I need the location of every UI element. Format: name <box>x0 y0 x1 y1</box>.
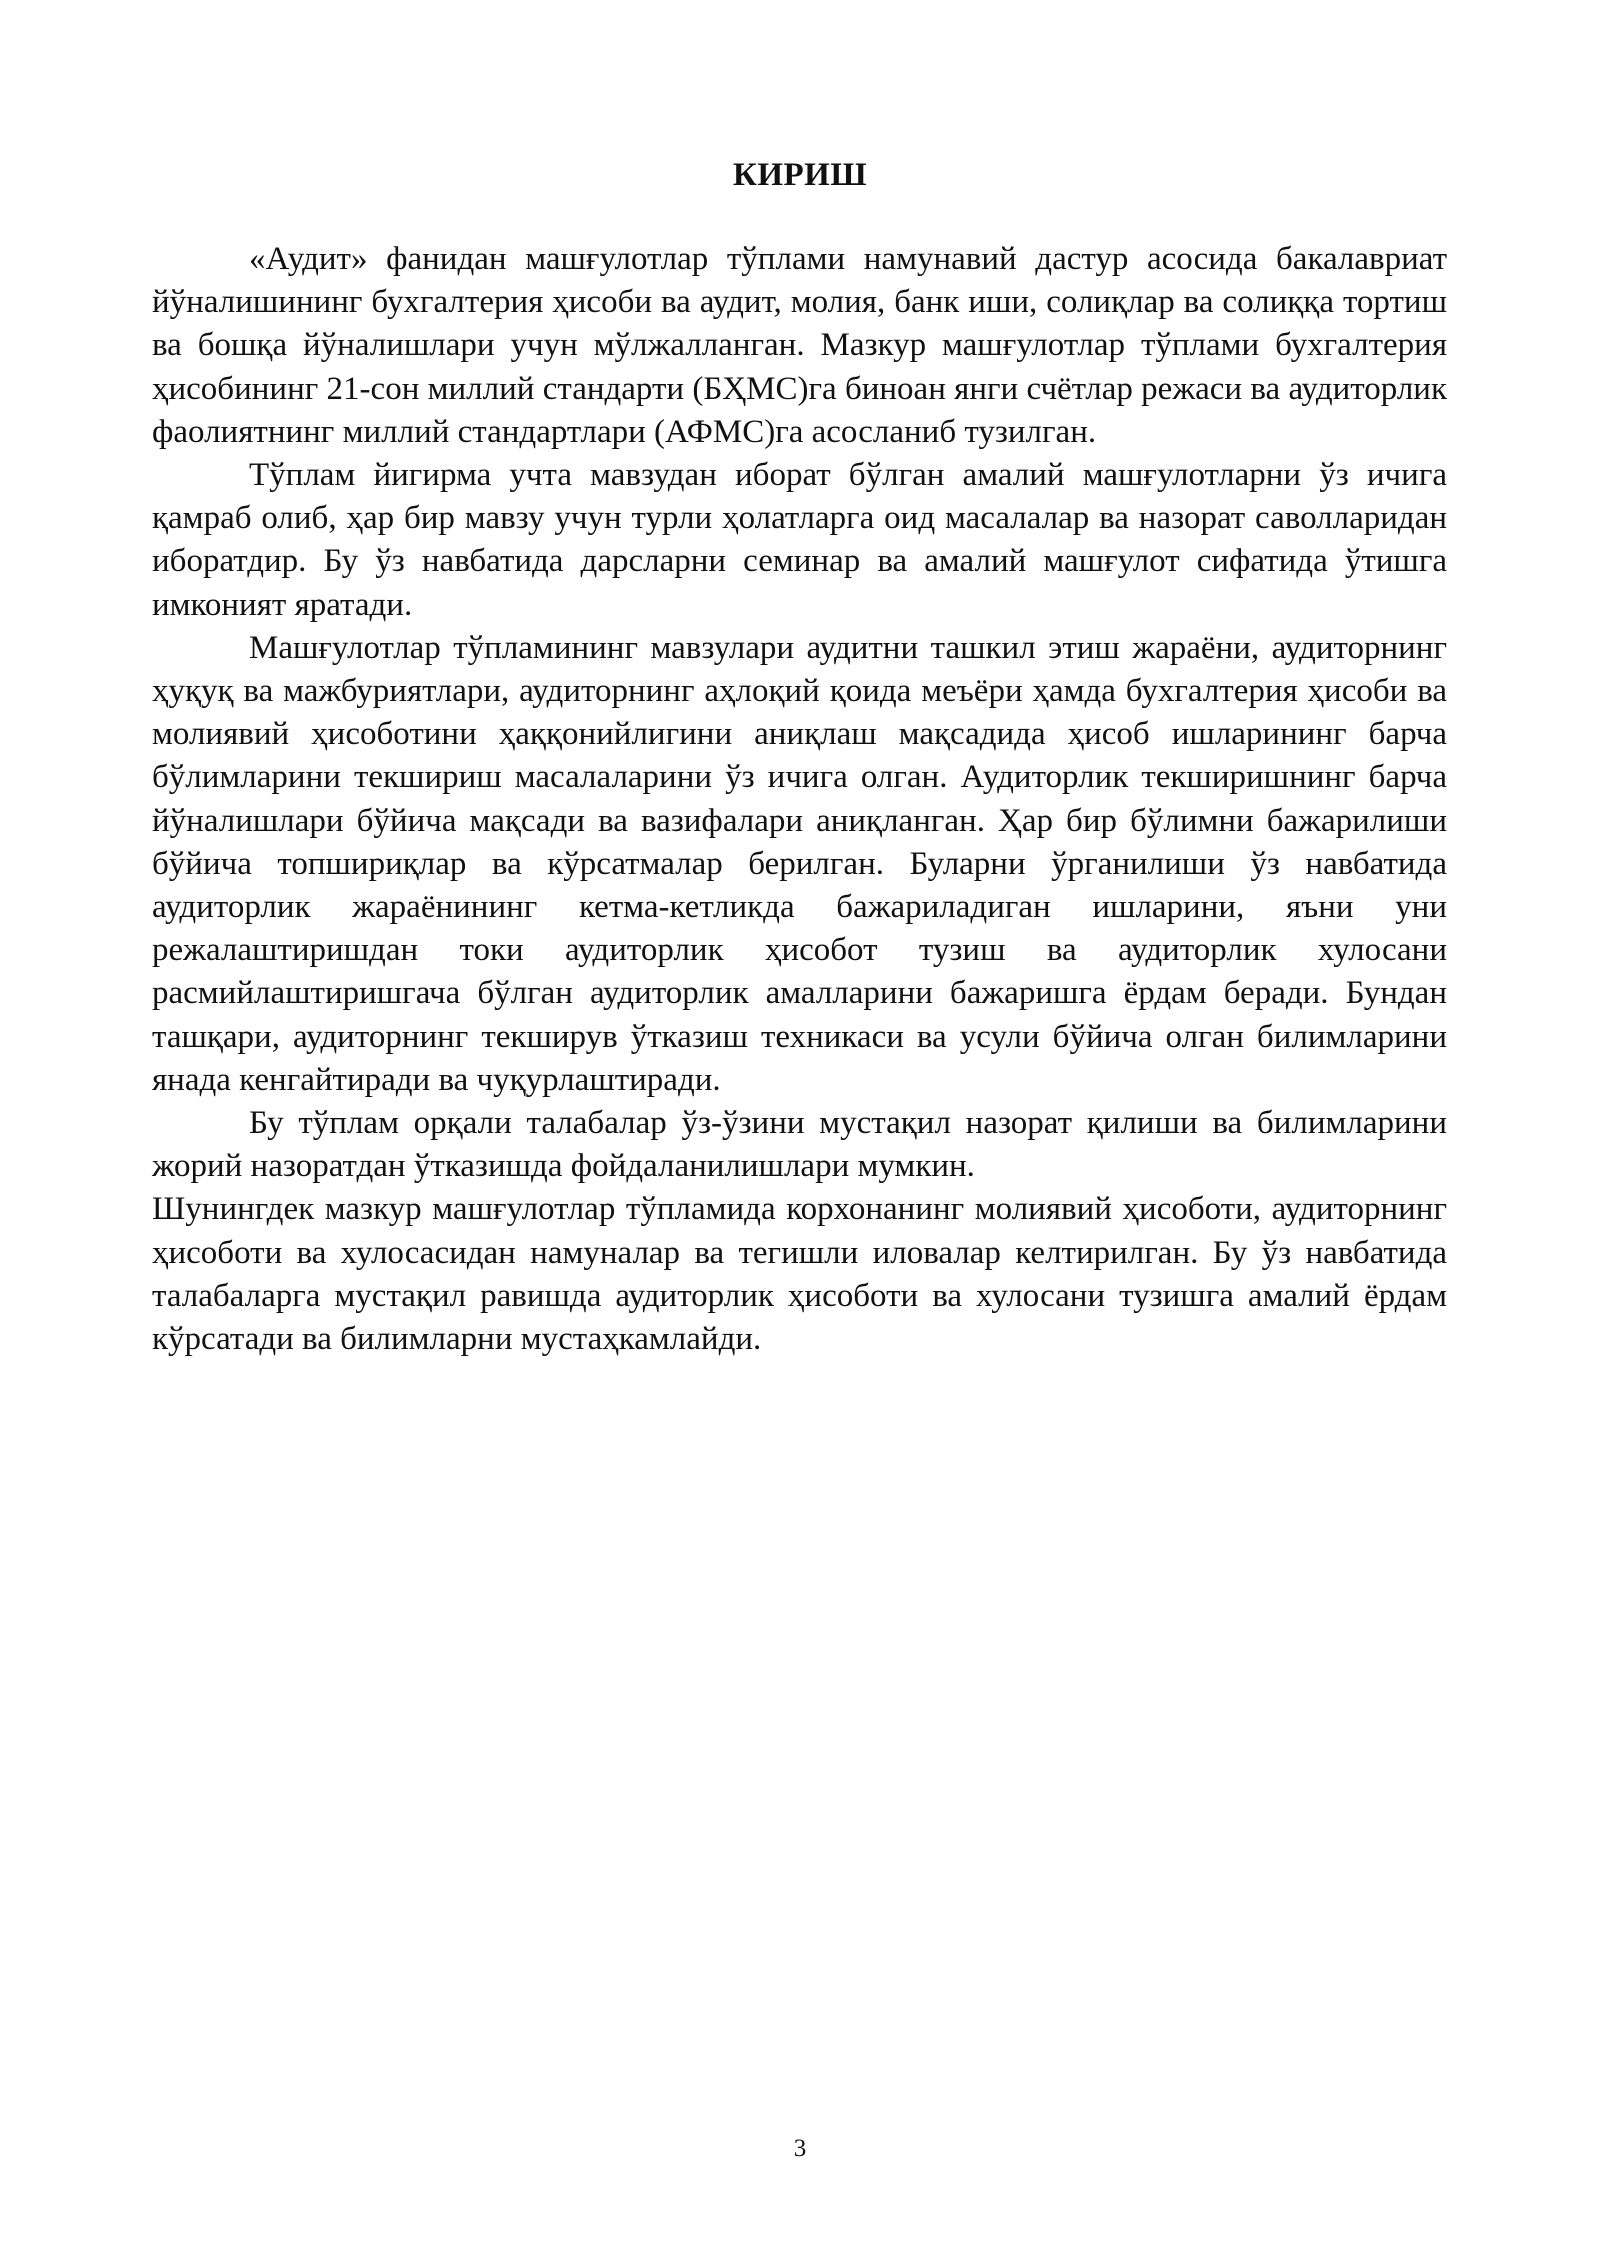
paragraph-topics: Машғулотлар тўпламининг мавзулари аудитни ташкил этиш жараёни, аудиторнинг ҳуқуқ ва мажбуриятлари, аудиторнинг аҳлоқий қоида меъёри ҳамда бухгалтерия ҳисоби ва молиявий ҳисоботини ҳаққонийлигини аниқлаш мақсадида ҳисоб ишларининг барча бўлимларини текшириш масалаларини ўз ичига олган. Аудиторлик текширишнинг барча йўналишлари бўйича мақсади ва вазифалари аниқланган. Ҳар бир бўлимни бажарилиши бўйича топшириқлар ва кўрсатмалар берилган. Буларни ўрганилиши ўз навбатида аудиторлик жараёнининг кетма-кетликда бажариладиган ишларини, яъни уни режалаштиришдан токи аудиторлик ҳисобот тузиш ва аудиторлик хулосани расмийлаштиришгача бўлган аудиторлик амалларини бажаришга ёрдам беради. Бундан ташқари, аудиторнинг текширув ўтказиш техникаси ва усули бўйича олган билимларини янада кенгайтиради ва чуқурлаштиради. <box>152 629 1447 1098</box>
paragraph-intro: «Аудит» фанидан машғулотлар тўплами намунавий дастур асосида бакалавриат йўналишининг бухгалтерия ҳисоби ва аудит, молия, банк иши, солиқлар ва солиққа тортиш ва бошқа йўналишлари учун мўлжалланган. Мазкур машғулотлар тўплами бухгалтерия ҳисобининг 21-сон миллий стандарти (БҲМС)га биноан янги счётлар режаси ва аудиторлик фаолиятнинг миллий стандартлари (АФМС)га асосланиб тузилган. <box>152 241 1447 450</box>
body-text <box>152 238 1447 1361</box>
page-number: 3 <box>793 2135 807 2162</box>
page-title: КИРИШ <box>732 157 868 193</box>
paragraph-self-control: Бу тўплам орқали талабалар ўз-ўзини мустақил назорат қилиши ва билимларини жорий назоратдан ўтказишда фойдаланилишлари мумкин. <box>152 1105 1447 1185</box>
paragraph-samples: Шунингдек мазкур машғулотлар тўпламида корхонанинг молиявий ҳисоботи, аудиторнинг ҳисоботи ва хулосасидан намуналар ва тегишли иловалар келтирилган. Бу ўз навбатида талабаларга мустақил равишда аудиторлик ҳисоботи ва хулосани тузишга амалий ёрдам кўрсатади ва билимларни мустаҳкамлайди. <box>152 1191 1447 1358</box>
paragraph-structure: Тўплам йигирма учта мавзудан иборат бўлган амалий машғулотларни ўз ичига қамраб олиб, ҳар бир мавзу учун турли ҳолатларга оид масалалар ва назорат саволларидан иборатдир. Бу ўз навбатида дарсларни семинар ва амалий машғулот сифатида ўтишга имконият яратади. <box>152 457 1447 623</box>
